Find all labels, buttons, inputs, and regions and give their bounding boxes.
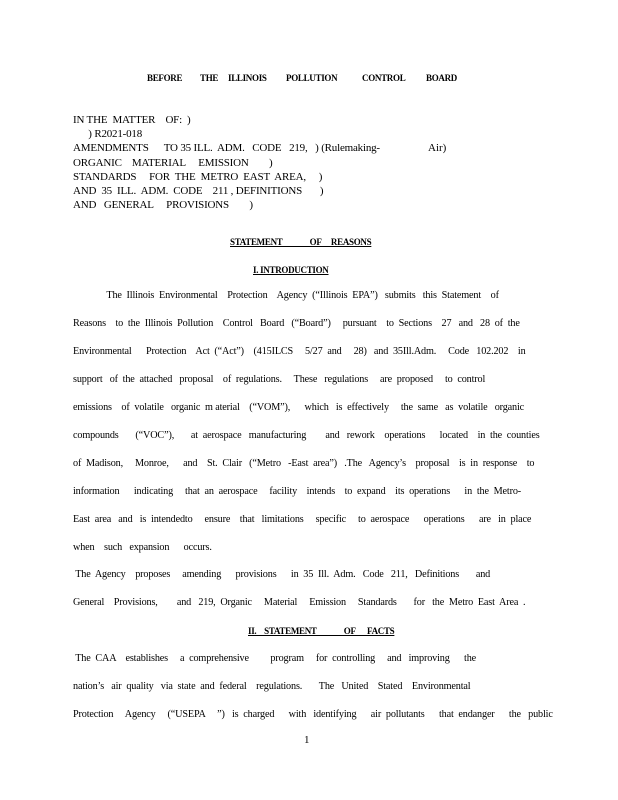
caption-line: ORGANIC MATERIAL EMISSION ) bbox=[73, 156, 273, 169]
document-header bbox=[0, 73, 618, 89]
paragraph-line: The CAA establishes a comprehensive program for controlling and improving the bbox=[73, 653, 477, 664]
header-word: THE bbox=[200, 73, 219, 83]
paragraph-line: support of the attached proposal of regulations. These regulations are proposed to control bbox=[73, 374, 486, 385]
header-word: BEFORE bbox=[147, 73, 183, 83]
page-number: 1 bbox=[304, 734, 310, 746]
caption-line: AMENDMENTS TO 35 ILL. ADM. CODE 219, ) (Rulemaking- bbox=[73, 142, 380, 155]
heading-introduction: I. INTRODUCTION bbox=[253, 265, 329, 275]
paragraph-line: The Agency proposes amending provisions in 35 Ill. Adm. Code 211, Definitions and bbox=[73, 569, 491, 580]
caption-line: IN THE MATTER OF: ) bbox=[73, 114, 191, 126]
heading-statement-of-facts: II. STATEMENT OF FACTS bbox=[248, 626, 395, 636]
header-word: BOARD bbox=[426, 73, 458, 83]
caption-air: Air) bbox=[428, 142, 447, 154]
paragraph-line: East area and is intendedto ensure that limitations specific to aerospace operations are in place bbox=[73, 514, 532, 525]
paragraph-line: compounds (“VOC”), at aerospace manufacturing and rework operations located in the counties bbox=[73, 430, 540, 441]
paragraph-line: when such expansion occurs. bbox=[73, 542, 212, 553]
caption-line: AND GENERAL PROVISIONS ) bbox=[73, 199, 253, 212]
paragraph-line: Protection Agency (“USEPA ”) is charged with identifying air pollutants that endanger the public bbox=[73, 709, 553, 720]
header-word: ILLINOIS bbox=[228, 73, 267, 83]
paragraph-line: emissions of volatile organic m aterial (“VOM”), which is effectively the same as volatile organic bbox=[73, 402, 525, 413]
paragraph-line: Environmental Protection Act (“Act”) (415ILCS 5/27 and 28) and 35Ill.Adm. Code 102.202 in bbox=[73, 346, 526, 357]
caption-line: AND 35 ILL. ADM. CODE 211 , DEFINITIONS ) bbox=[73, 185, 324, 198]
heading-statement-of-reasons: STATEMENT OF REASONS bbox=[230, 237, 372, 247]
caption-line: STANDARDS FOR THE METRO EAST AREA, ) bbox=[73, 170, 323, 183]
paragraph-line: of Madison, Monroe, and St. Clair (“Metro -East area”) .The Agency’s proposal is in response to bbox=[73, 458, 535, 469]
header-word: POLLUTION bbox=[286, 73, 338, 83]
paragraph-line: nation’s air quality via state and federal regulations. The United Stated Environmental bbox=[73, 681, 471, 692]
caption-line: ) R2021-018 bbox=[73, 128, 143, 141]
header-word: CONTROL bbox=[362, 73, 406, 83]
paragraph-line: information indicating that an aerospace facility intends to expand its operations in the Metro- bbox=[73, 486, 522, 497]
paragraph-line: Reasons to the Illinois Pollution Control Board (“Board”) pursuant to Sections 27 and 28 of the bbox=[73, 318, 520, 329]
paragraph-line: The Illinois Environmental Protection Agency (“Illinois EPA”) submits this Statement of bbox=[73, 290, 499, 301]
case-caption bbox=[73, 113, 473, 212]
paragraph-line: General Provisions, and 219, Organic Material Emission Standards for the Metro East Area . bbox=[73, 597, 526, 608]
